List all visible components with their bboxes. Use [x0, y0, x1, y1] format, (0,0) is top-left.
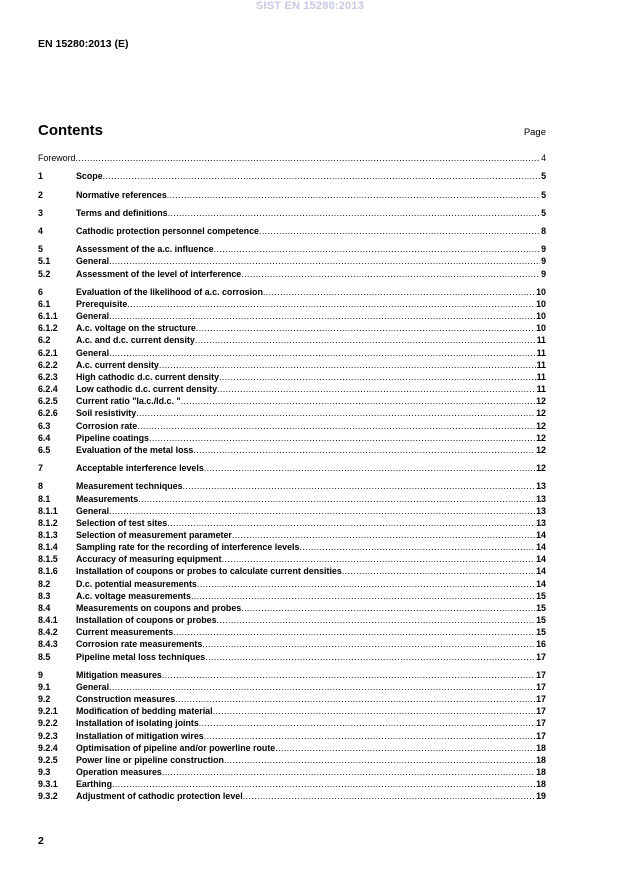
toc-entry[interactable] — [38, 432, 546, 444]
toc-entry[interactable] — [38, 638, 546, 650]
toc-entry-title: Scope — [76, 171, 103, 182]
dot-leader — [243, 790, 535, 802]
toc-entry-page: 10 — [536, 286, 546, 297]
toc-entry-title: Current ratio "Ia.c./Id.c. " — [76, 396, 181, 407]
toc-entry-page: 17 — [536, 651, 546, 662]
toc-entry-number: 5.1 — [38, 256, 51, 267]
toc-entry-page: 9 — [541, 268, 546, 279]
toc-entry-page: 17 — [536, 681, 546, 692]
dot-leader — [168, 207, 541, 219]
dot-leader — [204, 730, 535, 742]
dot-leader — [202, 638, 535, 650]
toc-entry-page: 14 — [536, 529, 546, 540]
toc-entry-page: 13 — [536, 493, 546, 504]
dot-leader — [217, 614, 536, 626]
toc-entry-page: 11 — [536, 347, 546, 358]
toc-entry-title: Installation of coupons or probes — [76, 615, 217, 626]
toc-entry-number: 9.2.3 — [38, 730, 58, 741]
toc-entry-title: Optimisation of pipeline and/or powerline route — [76, 742, 276, 753]
toc-entry-page: 17 — [536, 694, 546, 705]
toc-entry-title: Selection of test sites — [76, 517, 168, 528]
toc-entry-number: 8.5 — [38, 651, 51, 662]
dot-leader — [183, 480, 536, 492]
toc-entry[interactable] — [38, 268, 546, 280]
dot-leader — [214, 243, 540, 255]
toc-entry[interactable] — [38, 480, 546, 492]
toc-entry-number: 7 — [38, 463, 43, 474]
watermark: SIST EN 15280:2013 — [255, 0, 365, 12]
dot-leader — [205, 651, 535, 663]
dot-leader — [263, 286, 535, 298]
dot-leader — [213, 705, 536, 717]
toc-entry[interactable] — [38, 553, 546, 565]
toc-entry-page: 12 — [536, 420, 546, 431]
toc-entry-number: 9 — [38, 669, 43, 680]
toc-entry-number: 8.1.2 — [38, 517, 58, 528]
toc-entry-number: 1 — [38, 171, 43, 182]
toc-entry-page: 8 — [541, 226, 546, 236]
dot-leader — [224, 754, 535, 766]
toc-entry[interactable] — [38, 407, 546, 419]
toc-entry-number: 8.1.4 — [38, 542, 58, 553]
toc-entry-title: Foreword — [38, 153, 76, 163]
toc-entry-page: 12 — [536, 396, 546, 407]
toc-entry-number: 6.1 — [38, 298, 51, 309]
toc-entry[interactable] — [38, 742, 546, 754]
toc-entry[interactable] — [38, 590, 546, 602]
toc-entry-page: 10 — [536, 323, 546, 334]
toc-entry[interactable] — [38, 717, 546, 729]
toc-entry[interactable] — [38, 298, 546, 310]
toc-entry[interactable] — [38, 651, 546, 663]
toc-entry-number: 9.2 — [38, 694, 51, 705]
toc-entry-page: 17 — [536, 718, 546, 729]
toc-entry-number: 8.4.1 — [38, 615, 58, 626]
toc-entry[interactable] — [38, 614, 546, 626]
toc-entry[interactable] — [38, 395, 546, 407]
dot-leader — [173, 626, 535, 638]
toc-entry-title: Accuracy of measuring equipment — [76, 554, 222, 565]
dot-leader — [162, 669, 535, 681]
toc-entry-page: 17 — [536, 706, 546, 717]
toc-entry-page: 13 — [536, 517, 546, 528]
toc-entry-number: 6.2.5 — [38, 396, 58, 407]
toc-entry-number: 6.1.1 — [38, 311, 58, 322]
toc-entry[interactable] — [38, 322, 546, 334]
toc-entry[interactable] — [38, 243, 546, 255]
toc-entry-number: 5.2 — [38, 268, 51, 279]
toc-entry-title: Mitigation measures — [76, 669, 162, 680]
toc-entry-title: General — [76, 681, 110, 692]
toc-entry-page: 19 — [536, 791, 546, 802]
toc-entry-title: Acceptable interference levels — [76, 463, 204, 474]
toc-entry-number: 9.3.1 — [38, 779, 58, 790]
toc-entry-title: General — [76, 256, 110, 267]
toc-entry-title: Power line or pipeline construction — [76, 754, 224, 765]
toc-entry-title: Corrosion rate — [76, 420, 138, 431]
toc-entry-page: 14 — [536, 542, 546, 553]
toc-entry-number: 5 — [38, 244, 43, 255]
toc-entry-number: 8.3 — [38, 590, 51, 601]
toc-entry[interactable] — [38, 383, 546, 395]
toc-entry-title: Earthing — [76, 779, 112, 790]
toc-entry[interactable] — [38, 602, 546, 614]
toc-entry-title: High cathodic d.c. current density — [76, 371, 220, 382]
toc-entry[interactable] — [38, 778, 546, 790]
toc-entry-title: A.c. and d.c. current density — [76, 335, 195, 346]
toc-entry-page: 5 — [541, 189, 546, 200]
dot-leader — [167, 517, 535, 529]
toc-entry-page: 14 — [536, 566, 546, 577]
toc-entry[interactable] — [38, 359, 546, 371]
toc-entry-number: 6 — [38, 286, 43, 297]
toc-entry-title: A.c. voltage on the structure — [76, 323, 196, 334]
toc-entry-number: 6.2.6 — [38, 408, 58, 419]
dot-leader — [259, 225, 540, 237]
dot-leader — [109, 255, 540, 267]
toc-entry[interactable] — [38, 693, 546, 705]
toc-entry[interactable] — [38, 541, 546, 553]
toc-entry-title: Adjustment of cathodic protection level — [76, 791, 243, 802]
toc-entry[interactable] — [38, 626, 546, 638]
toc-entry-page: 11 — [536, 335, 546, 346]
toc-entry-title: Cathodic protection personnel competence — [76, 226, 259, 236]
toc-entry-title: Installation of mitigation wires — [76, 730, 204, 741]
toc-entry-title: Measurements — [76, 493, 139, 504]
toc-entry[interactable] — [38, 347, 546, 359]
toc-entry-page: 10 — [536, 298, 546, 309]
toc-entry-title: Sampling rate for the recording of interference levels — [76, 542, 300, 553]
toc-entry-number: 6.5 — [38, 444, 51, 455]
toc-entry-title: A.c. current density — [76, 359, 159, 370]
toc-entry[interactable] — [38, 578, 546, 590]
dot-leader — [197, 578, 535, 590]
toc-entry-title: Evaluation of the likelihood of a.c. corrosion — [76, 286, 263, 297]
toc-entry-page: 15 — [536, 602, 546, 613]
table-of-contents — [38, 152, 546, 803]
document-id: EN 15280:2013 (E) — [38, 38, 129, 50]
toc-entry-title: Terms and definitions — [76, 207, 168, 218]
toc-entry-title: Normative references — [76, 189, 167, 200]
toc-entry-page: 17 — [536, 669, 546, 680]
toc-entry-title: Selection of measurement parameter — [76, 529, 232, 540]
dot-leader — [109, 347, 536, 359]
toc-entry-number: 8.2 — [38, 578, 51, 589]
dot-leader — [217, 383, 536, 395]
toc-entry-number: 9.2.5 — [38, 754, 58, 765]
toc-entry-number: 6.3 — [38, 420, 51, 431]
toc-entry-page: 11 — [536, 359, 546, 370]
toc-entry-page: 18 — [536, 767, 546, 778]
dot-leader — [162, 766, 535, 778]
toc-entry[interactable] — [38, 705, 546, 717]
toc-entry-number: 3 — [38, 207, 43, 218]
toc-entry-number: 8.1.5 — [38, 554, 58, 565]
toc-entry-title: Modification of bedding material — [76, 706, 213, 717]
toc-entry[interactable] — [38, 371, 546, 383]
toc-entry-title: Corrosion rate measurements — [76, 639, 203, 650]
toc-entry-number: 6.2.4 — [38, 384, 58, 395]
page-number: 2 — [38, 835, 44, 847]
dot-leader — [103, 170, 540, 182]
toc-entry-number: 8 — [38, 481, 43, 492]
toc-entry[interactable] — [38, 462, 546, 474]
toc-entry-page: 11 — [536, 384, 546, 395]
toc-entry-number: 8.4.2 — [38, 627, 58, 638]
toc-entry[interactable] — [38, 152, 546, 164]
toc-entry-number: 8.4 — [38, 602, 51, 613]
toc-entry[interactable] — [38, 766, 546, 778]
toc-entry-title: General — [76, 311, 110, 322]
dot-leader — [138, 493, 535, 505]
toc-entry[interactable] — [38, 681, 546, 693]
toc-entry-page: 10 — [536, 311, 546, 322]
toc-entry-number: 2 — [38, 189, 43, 200]
toc-entry-title: Pipeline metal loss techniques — [76, 651, 206, 662]
toc-entry[interactable] — [38, 505, 546, 517]
dot-leader — [175, 693, 535, 705]
toc-entry-page: 17 — [536, 730, 546, 741]
toc-entry-title: Construction measures — [76, 694, 176, 705]
toc-entry-title: Prerequisite — [76, 298, 128, 309]
dot-leader — [232, 529, 535, 541]
toc-entry-number: 9.2.1 — [38, 706, 58, 717]
toc-entry-number: 6.2.2 — [38, 359, 58, 370]
dot-leader — [191, 590, 535, 602]
toc-entry-title: Evaluation of the metal loss — [76, 444, 194, 455]
toc-entry-title: Current measurements — [76, 627, 174, 638]
toc-entry[interactable] — [38, 565, 546, 577]
dot-leader — [199, 717, 535, 729]
toc-entry-page: 15 — [536, 590, 546, 601]
toc-entry-title: General — [76, 505, 110, 516]
toc-entry-number: 8.1.3 — [38, 529, 58, 540]
toc-entry-page: 5 — [541, 207, 546, 218]
toc-entry-title: Low cathodic d.c. current density — [76, 384, 218, 395]
toc-entry-title: General — [76, 347, 110, 358]
toc-entry[interactable] — [38, 517, 546, 529]
dot-leader — [241, 602, 535, 614]
toc-entry-title: Assessment of the level of interference — [76, 268, 242, 279]
toc-entry-title: Assessment of the a.c. influence — [76, 244, 214, 255]
toc-entry-title: D.c. potential measurements — [76, 578, 197, 589]
dot-leader — [193, 444, 535, 456]
dot-leader — [137, 420, 535, 432]
dot-leader — [195, 334, 536, 346]
dot-leader — [159, 359, 536, 371]
dot-leader — [109, 681, 535, 693]
toc-entry-title: Pipeline coatings — [76, 432, 149, 443]
toc-entry[interactable] — [38, 754, 546, 766]
toc-entry-page: 11 — [536, 371, 546, 382]
dot-leader — [241, 268, 540, 280]
dot-leader — [196, 322, 535, 334]
toc-entry[interactable] — [38, 444, 546, 456]
dot-leader — [109, 505, 535, 517]
toc-entry-page: 12 — [536, 444, 546, 455]
toc-entry-title: Soil resistivity — [76, 408, 137, 419]
toc-entry-page: 13 — [536, 505, 546, 516]
dot-leader — [149, 432, 535, 444]
toc-entry[interactable] — [38, 730, 546, 742]
toc-entry-title: Measurement techniques — [76, 481, 183, 492]
contents-title: Contents — [38, 122, 103, 139]
toc-entry-number: 4 — [38, 226, 43, 236]
toc-entry-title: Operation measures — [76, 767, 162, 778]
toc-entry-page: 14 — [536, 554, 546, 565]
toc-entry-page: 18 — [536, 779, 546, 790]
toc-entry-page: 12 — [536, 463, 546, 474]
dot-leader — [76, 152, 541, 164]
toc-entry-number: 6.2.3 — [38, 371, 58, 382]
dot-leader — [275, 742, 535, 754]
toc-entry-number: 9.2.2 — [38, 718, 58, 729]
toc-entry[interactable] — [38, 225, 546, 237]
toc-entry-number: 8.4.3 — [38, 639, 58, 650]
dot-leader — [127, 298, 535, 310]
toc-entry-page: 4 — [541, 153, 546, 163]
toc-entry-title: A.c. voltage measurements — [76, 590, 191, 601]
toc-entry-page: 13 — [536, 481, 546, 492]
toc-entry-title: Installation of coupons or probes to calculate current densities — [76, 566, 342, 577]
dot-leader — [167, 189, 540, 201]
toc-entry-number: 6.2.1 — [38, 347, 58, 358]
toc-entry-number: 9.3 — [38, 767, 51, 778]
toc-entry-number: 6.2 — [38, 335, 51, 346]
toc-entry-page: 18 — [536, 742, 546, 753]
toc-entry[interactable] — [38, 170, 546, 182]
toc-entry[interactable] — [38, 790, 546, 802]
toc-entry[interactable] — [38, 286, 546, 298]
dot-leader — [299, 541, 535, 553]
toc-entry[interactable] — [38, 334, 546, 346]
toc-entry-number: 9.3.2 — [38, 791, 58, 802]
toc-entry-page: 14 — [536, 578, 546, 589]
toc-entry[interactable] — [38, 669, 546, 681]
toc-entry-page: 9 — [541, 244, 546, 255]
dot-leader — [112, 778, 535, 790]
toc-entry-number: 8.1 — [38, 493, 51, 504]
toc-entry-number: 8.1.6 — [38, 566, 58, 577]
toc-entry-number: 9.2.4 — [38, 742, 58, 753]
page-column-label: Page — [523, 127, 546, 138]
dot-leader — [204, 462, 535, 474]
toc-entry-page: 15 — [536, 615, 546, 626]
toc-entry[interactable] — [38, 207, 546, 219]
toc-entry-page: 9 — [541, 256, 546, 267]
toc-entry-number: 6.4 — [38, 432, 51, 443]
toc-entry-number: 9.1 — [38, 681, 51, 692]
dot-leader — [222, 553, 536, 565]
toc-entry[interactable] — [38, 529, 546, 541]
toc-entry-page: 12 — [536, 432, 546, 443]
toc-entry[interactable] — [38, 255, 546, 267]
toc-entry[interactable] — [38, 493, 546, 505]
dot-leader — [342, 565, 535, 577]
toc-entry-page: 18 — [536, 754, 546, 765]
toc-entry-page: 12 — [536, 408, 546, 419]
toc-entry[interactable] — [38, 420, 546, 432]
toc-entry[interactable] — [38, 310, 546, 322]
dot-leader — [219, 371, 536, 383]
dot-leader — [109, 310, 535, 322]
toc-entry-title: Installation of isolating joints — [76, 718, 199, 729]
toc-entry[interactable] — [38, 189, 546, 201]
toc-entry-page: 15 — [536, 627, 546, 638]
toc-entry-number: 6.1.2 — [38, 323, 58, 334]
dot-leader — [136, 407, 535, 419]
toc-entry-number: 8.1.1 — [38, 505, 58, 516]
toc-entry-title: Measurements on coupons and probes — [76, 602, 242, 613]
dot-leader — [181, 395, 536, 407]
toc-entry-page: 16 — [536, 639, 546, 650]
toc-entry-page: 5 — [541, 171, 546, 182]
